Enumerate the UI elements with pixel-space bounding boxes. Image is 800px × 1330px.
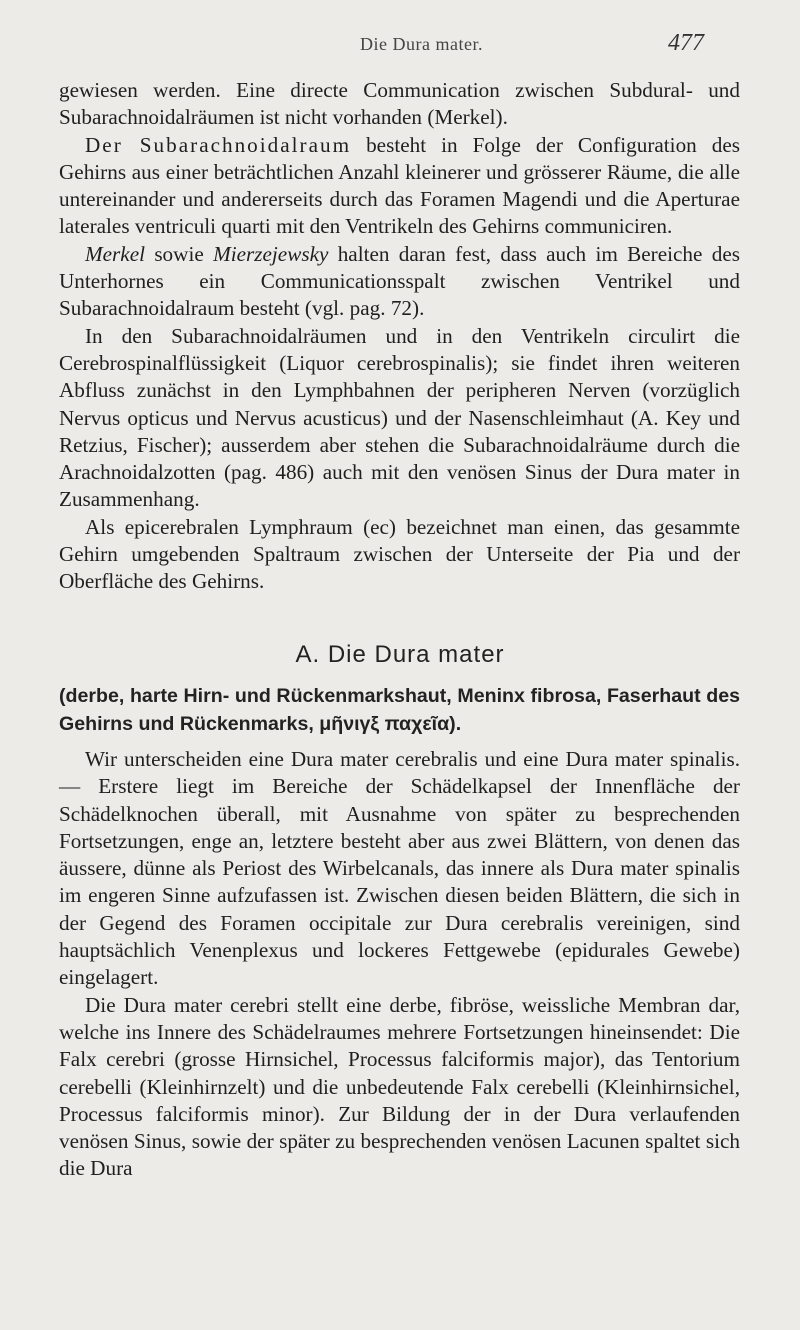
author-name: Mierzejewsky bbox=[213, 241, 329, 266]
text-block-top bbox=[59, 77, 740, 596]
term-highlight: Der Subarachnoidalraum bbox=[85, 132, 352, 157]
paragraph: Merkel sowie Mierzejewsky halten daran fest, dass auch im Bereiche des Unterhornes ein Communicationsspalt zwischen Ventrikel und Subarachnoidalraum besteht (vgl. pag. 72). bbox=[59, 241, 740, 321]
text-block-body bbox=[59, 746, 740, 1183]
paragraph: Als epicerebralen Lymphraum (ec) bezeichnet man einen, das gesammte Gehirn umgebenden Spaltraum zwischen der Unterseite der Pia und der Oberfläche des Gehirns. bbox=[59, 514, 740, 594]
paragraph: Die Dura mater cerebri stellt eine derbe, fibröse, weissliche Membran dar, welche ins Innere des Schädelraumes mehrere Fortsetzungen hineinsendet: Die Falx cerebri (grosse Hirnsichel, Processus falciformis major), das Tentorium cerebelli (Kleinhirnzelt) und die unbedeutende Falx cerebelli (Kleinhirnsichel, Processus falciformis minor). Zur Bildung der in der Dura verlaufenden venösen Sinus, sowie der später zu besprechenden venösen Lacunen spaltet sich die Dura bbox=[59, 992, 740, 1181]
paragraph: gewiesen werden. Eine directe Communication zwischen Subdural- und Subarachnoidalräumen ist nicht vorhanden (Merkel). bbox=[59, 78, 740, 130]
page-header bbox=[0, 30, 800, 64]
running-title: Die Dura mater. bbox=[360, 34, 483, 54]
paragraph: Wir unterscheiden eine Dura mater cerebralis und eine Dura mater spinalis. — Erstere liegt im Bereiche der Schädelkapsel der Innenfläche der Schädelknochen überall, mit Ausnahme von später zu besprechenden Fortsetzungen, enge an, letztere besteht aber aus zwei Blättern, von denen das äussere, dünne als Periost des Wirbelcanals, das innere als Dura mater spinalis im engeren Sinne aufzufassen ist. Zwischen diesen beiden Blättern, die sich in der Gegend des Foramen occipitale zur Dura cerebralis vereinigen, sind hauptsächlich Venenplexus und lockeres Fettgewebe (epidurales Gewebe) eingelagert. bbox=[59, 747, 740, 990]
paragraph: In den Subarachnoidalräumen und in den Ventrikeln circulirt die Cerebrospinalflüssigkeit (Liquor cerebrospinalis); sie findet ihren weiteren Abfluss zunächst in den Lymphbahnen der peripheren Nerven (vorzüglich Nervus opticus und Nervus acusticus) und der Nasenschleimhaut (A. Key und Retzius, Fischer); ausserdem aber stehen die Subarachnoidalräume durch die Arachnoidalzotten (pag. 486) auch mit den venösen Sinus der Dura mater in Zusammenhang. bbox=[59, 323, 740, 512]
section-subheading: (derbe, harte Hirn- und Rückenmarkshaut, Meninx fibrosa, Faserhaut des Gehirns und Rückenmarks, μῆνιγξ παχεῖα). bbox=[59, 685, 740, 735]
paragraph: Der Subarachnoidalraum besteht in Folge der Configuration des Gehirns aus einer beträchtlichen Anzahl kleinerer und grösserer Räume, die alle untereinander und andererseits durch das Foramen Magendi und die Aperturae laterales ventriculi quarti mit den Ventrikeln des Gehirns communiciren. bbox=[59, 132, 741, 239]
author-name: Merkel bbox=[85, 241, 145, 266]
section-heading: A. Die Dura mater bbox=[295, 641, 505, 668]
page-number: 477 bbox=[668, 30, 704, 56]
